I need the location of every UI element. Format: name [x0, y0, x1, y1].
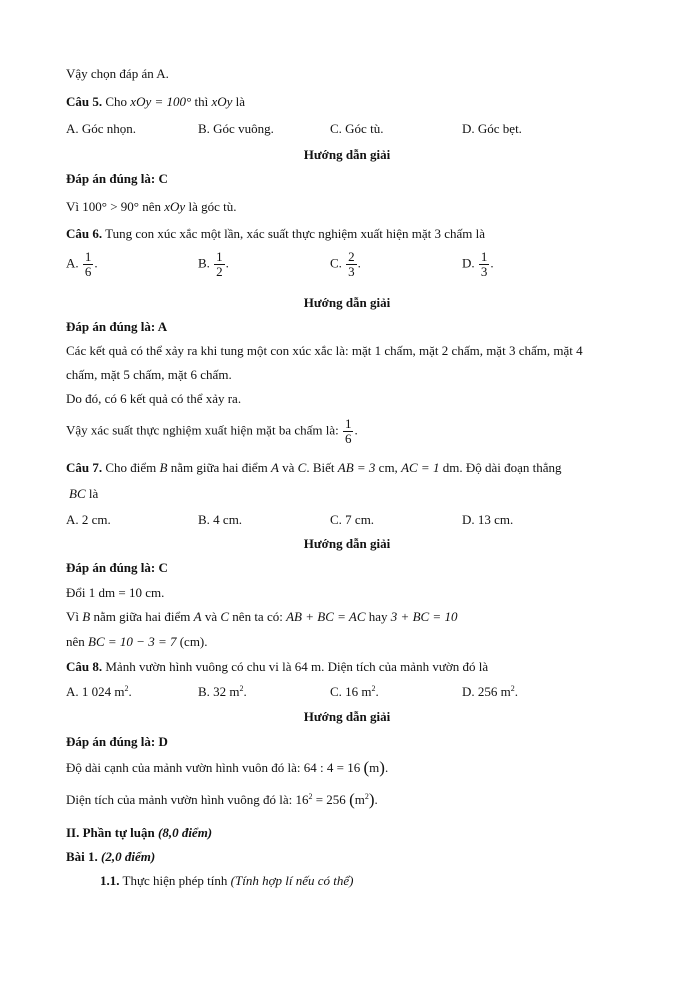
q7-reason: Vì B nằm giữa hai điểm A và C nên ta có: AB + BC = AC hay 3 + BC = 10	[66, 609, 458, 624]
q8-option-a: A. 1 024 $m^2$.	[66, 684, 132, 699]
q7-answer: Đáp án đúng là: C	[66, 560, 168, 575]
q7-guide-heading: Hướng dẫn giải	[303, 536, 391, 551]
q6-option-d: D. $\frac{1}{3}$ .	[462, 249, 494, 279]
q5-option-a: A. Góc nhọn.	[66, 121, 137, 136]
q8-option-b: B. 32 $m^2$.	[198, 684, 247, 699]
q6-question	[66, 226, 485, 242]
q5-option-c: C. Góc tù.	[330, 121, 384, 136]
q5-explain-c: là góc tù.	[188, 199, 237, 214]
q7-option-c: C. 7 cm.	[330, 512, 375, 527]
bai1-item-1: 1.1. Thực hiện phép tính (Tính hợp lí nếu có thể)	[100, 873, 354, 888]
q5-explain-b: nên	[142, 199, 162, 214]
q5-text-a: Cho	[105, 94, 128, 109]
q6-result-fraction: $\frac{1}{6}$	[344, 416, 352, 446]
q6-guide-heading: Hướng dẫn giải	[303, 295, 391, 310]
q8-area: Diện tích của mảnh vườn hình vuông đó là: $16^2 = 256$ $(m^2)$.	[66, 790, 378, 809]
q6-option-a: A. $\frac{1}{6}$ .	[66, 249, 98, 279]
part2-title: II. Phần tự luận (8,0 điểm)	[66, 825, 213, 840]
q8-label: Câu 8.	[66, 659, 103, 674]
q5-explain-a: Vì	[66, 199, 79, 214]
q6-explain-4: Vậy xác suất thực nghiệm xuất hiện mặt ba chấm là: $\frac{1}{6}$ .	[66, 416, 358, 446]
q6-option-c: C. $\frac{2}{3}$ .	[330, 249, 361, 279]
q5-text-c: là	[235, 94, 246, 109]
q8-option-d: D. 256 $m^2$.	[462, 684, 518, 699]
q8-option-c: C. 16 $m^2$.	[330, 684, 379, 699]
q6-explain-3: Do đó, có 6 kết quả có thể xảy ra.	[66, 391, 242, 406]
q5-label: Câu 5.	[66, 94, 103, 109]
q6-explain-2: chấm, mặt 5 chấm, mặt 6 chấm.	[66, 367, 232, 382]
q5-explain-expr: 100° > 90°	[82, 199, 139, 214]
q7-option-d: D. 13 cm.	[462, 512, 514, 527]
intro-line: Vậy chọn đáp án A.	[66, 66, 169, 81]
q7-question-2: BC là	[69, 486, 99, 501]
q6-answer: Đáp án đúng là: A	[66, 319, 168, 334]
q8-text: Mảnh vườn hình vuông có chu vi là 64 m. Diện tích của mảnh vườn đó là	[105, 659, 489, 674]
q8-side: Độ dài cạnh của mảnh vườn hình vuôn đó là: 64 : 4 = 16 (m).	[66, 758, 389, 777]
q6-label: Câu 6.	[66, 226, 103, 241]
q7-convert: Đổi 1 dm = 10 cm.	[66, 585, 165, 600]
bai1-title: Bài 1. (2,0 điểm)	[66, 849, 156, 864]
q8-question	[66, 659, 488, 675]
q6-option-b: B. $\frac{1}{2}$ .	[198, 249, 229, 279]
q5-angle-name: xOy	[211, 94, 233, 109]
q8-guide-heading: Hướng dẫn giải	[303, 709, 391, 724]
q7-question-1: Câu 7. Cho điểm B nằm giữa hai điểm A và C. Biết AB = 3 cm, AC = 1 dm. Độ dài đoạn thẳng	[66, 460, 562, 475]
q7-result: nên BC = 10 − 3 = 7 (cm).	[66, 634, 208, 649]
q5-option-b: B. Góc vuông.	[198, 121, 274, 136]
q5-explain-angle: xOy	[164, 199, 186, 214]
q5-question	[66, 94, 245, 110]
q5-text-b: thì	[194, 94, 209, 109]
q8-answer: Đáp án đúng là: D	[66, 734, 168, 749]
q5-angle-expr: xOy = 100°	[130, 94, 192, 109]
q7-label: Câu 7.	[66, 460, 103, 475]
q6-explain-1: Các kết quả có thể xảy ra khi tung một con xúc xắc là: mặt 1 chấm, mặt 2 chấm, mặt 3 chấm, mặt 4	[66, 343, 583, 358]
q5-option-d: D. Góc bẹt.	[462, 121, 522, 136]
q7-option-b: B. 4 cm.	[198, 512, 243, 527]
q6-text: Tung con xúc xắc một lần, xác suất thực nghiệm xuất hiện mặt 3 chấm là	[105, 226, 486, 241]
q5-explain	[66, 199, 236, 215]
q7-option-a: A. 2 cm.	[66, 512, 111, 527]
q5-answer: Đáp án đúng là: C	[66, 171, 168, 186]
q6-explain-4-text: Vậy xác suất thực nghiệm xuất hiện mặt ba chấm là:	[66, 422, 339, 438]
q5-guide-heading: Hướng dẫn giải	[303, 147, 391, 162]
